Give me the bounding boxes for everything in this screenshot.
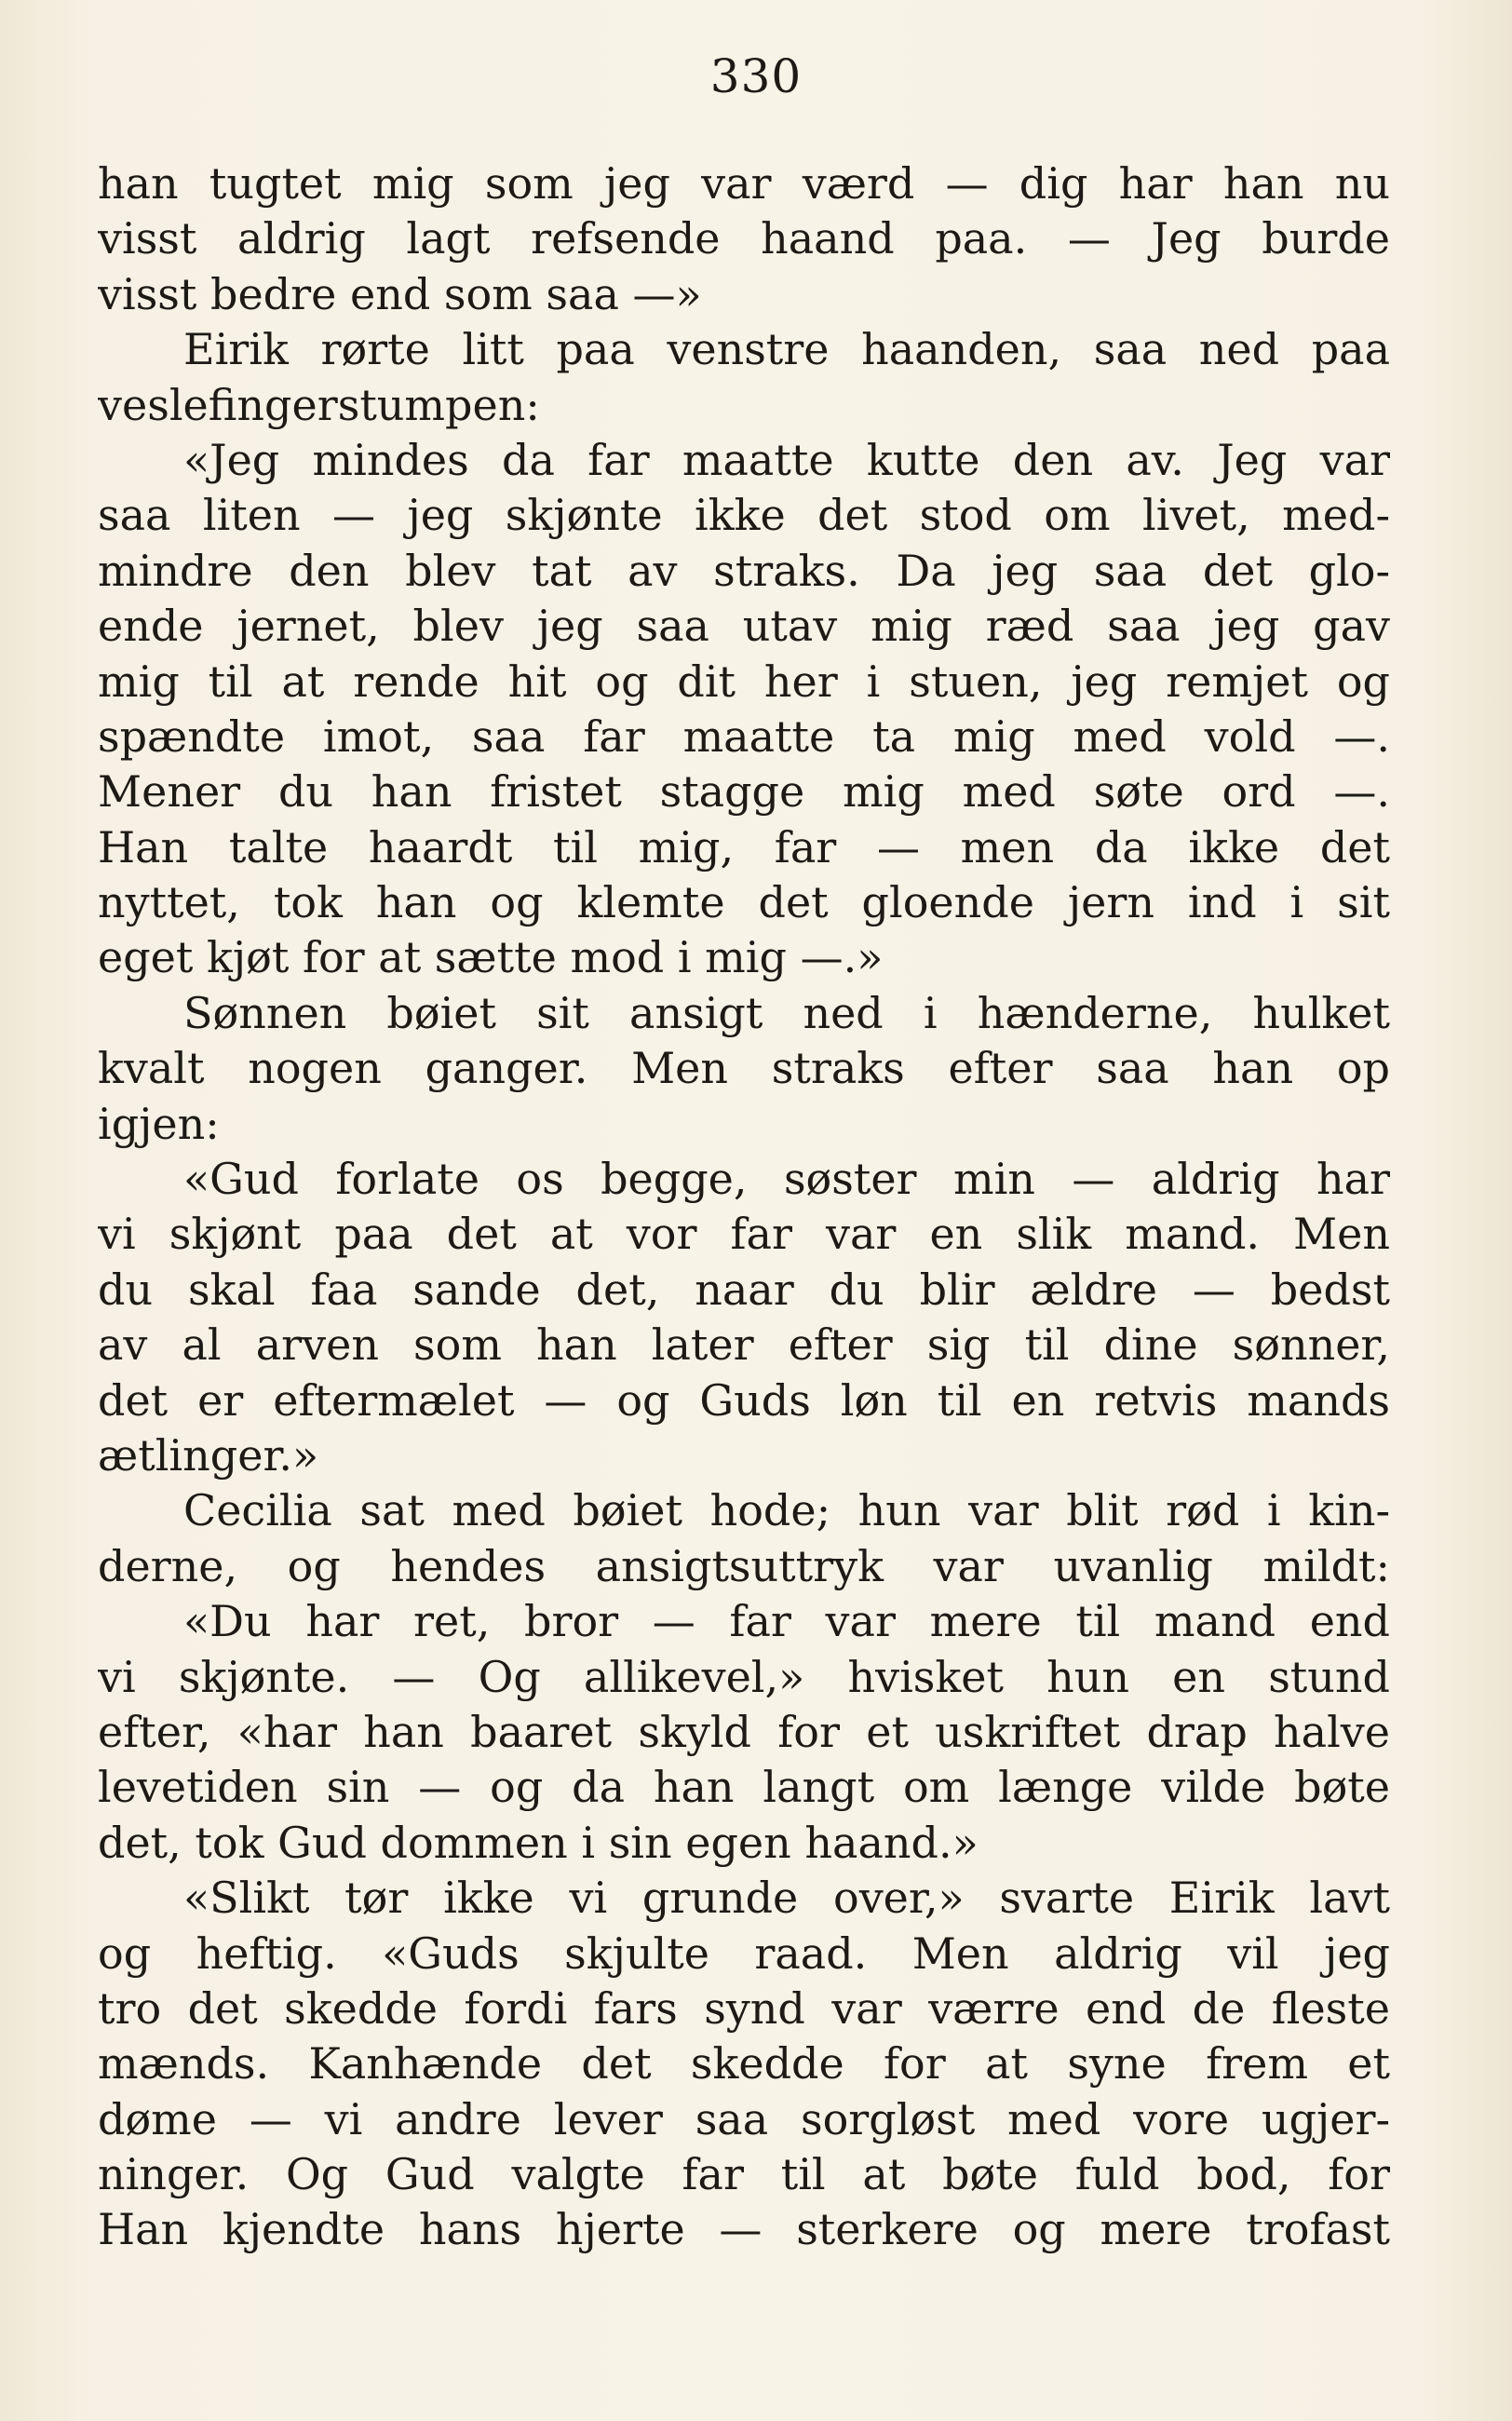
text-line: kvalt nogen ganger. Men straks efter saa han op — [98, 1043, 1390, 1094]
text-line: vi skjønte. — Og allikevel,» hvisket hun en stund — [98, 1651, 1390, 1702]
page-number: 330 — [709, 49, 803, 103]
text-line: levetiden sin — og da han langt om længe vilde bøte — [98, 1762, 1390, 1813]
text-line: mig til at rende hit og dit her i stuen, jeg remjet og — [98, 656, 1390, 707]
text-line: «Gud forlate os begge, søster min — aldrig har — [183, 1154, 1390, 1205]
text-line: ætlinger.» — [98, 1429, 319, 1481]
text-line: visst bedre end som saa —» — [98, 268, 702, 319]
text-line: igjen: — [98, 1098, 220, 1149]
text-line: han tugtet mig som jeg var værd — dig har han nu — [98, 158, 1390, 209]
text-line: derne, og hendes ansigtsuttryk var uvanlig mildt: — [98, 1540, 1390, 1591]
text-line: veslefingerstumpen: — [98, 379, 540, 430]
text-line: Mener du han fristet stagge mig med søte ord —. — [98, 766, 1390, 818]
text-line: saa liten — jeg skjønte ikke det stod om livet, med- — [98, 490, 1390, 541]
text-line: og heftig. «Guds skjulte raad. Men aldrig vil jeg — [98, 1927, 1390, 1979]
text-line: du skal faa sande det, naar du blir ældre — bedst — [98, 1264, 1390, 1315]
text-line: tro det skedde fordi fars synd var værre end de fleste — [98, 1982, 1390, 2034]
text-line: Sønnen bøiet sit ansigt ned i hænderne, hulket — [183, 987, 1390, 1038]
text-line: mænds. Kanhænde det skedde for at syne frem et — [98, 2038, 1390, 2090]
text-line: eget kjøt for at sætte mod i mig —.» — [98, 932, 884, 983]
text-line: ende jernet, blev jeg saa utav mig ræd saa jeg gav — [98, 601, 1390, 652]
text-line: det, tok Gud dommen i sin egen haand.» — [98, 1817, 979, 1868]
text-line: Cecilia sat med bøiet hode; hun var blit rød i kin- — [183, 1485, 1390, 1536]
text-line: «Jeg mindes da far maatte kutte den av. Jeg var — [183, 434, 1390, 485]
text-line: vi skjønt paa det at vor far var en slik mand. Men — [98, 1209, 1390, 1260]
text-line: døme — vi andre lever saa sorgløst med vore ugjer- — [98, 2093, 1390, 2144]
text-line: nyttet, tok han og klemte det gloende jern ind i sit — [98, 877, 1390, 928]
text-line: «Slikt tør ikke vi grunde over,» svarte Eirik lavt — [183, 1873, 1390, 1924]
text-line: Han talte haardt til mig, far — men da ikke det — [98, 821, 1390, 872]
text-line: av al arven som han later efter sig til dine sønner, — [98, 1319, 1390, 1371]
text-line: efter, «har han baaret skyld for et uskriftet drap halve — [98, 1706, 1390, 1757]
text-line: visst aldrig lagt refsende haand paa. — Jeg burde — [98, 213, 1390, 264]
text-line: Han kjendte hans hjerte — sterkere og mere trofast — [98, 2204, 1390, 2255]
body-text — [98, 156, 1390, 2258]
text-line: det er eftermælet — og Guds løn til en retvis mands — [98, 1374, 1390, 1426]
text-line: «Du har ret, bror — far var mere til mand end — [183, 1596, 1390, 1647]
text-line: Eirik rørte litt paa venstre haanden, saa ned paa — [183, 324, 1390, 375]
text-line: ninger. Og Gud valgte far til at bøte fuld bod, for — [98, 2149, 1390, 2200]
text-line: mindre den blev tat av straks. Da jeg saa det glo- — [98, 545, 1390, 596]
text-line: spændte imot, saa far maatte ta mig med vold —. — [98, 710, 1390, 762]
